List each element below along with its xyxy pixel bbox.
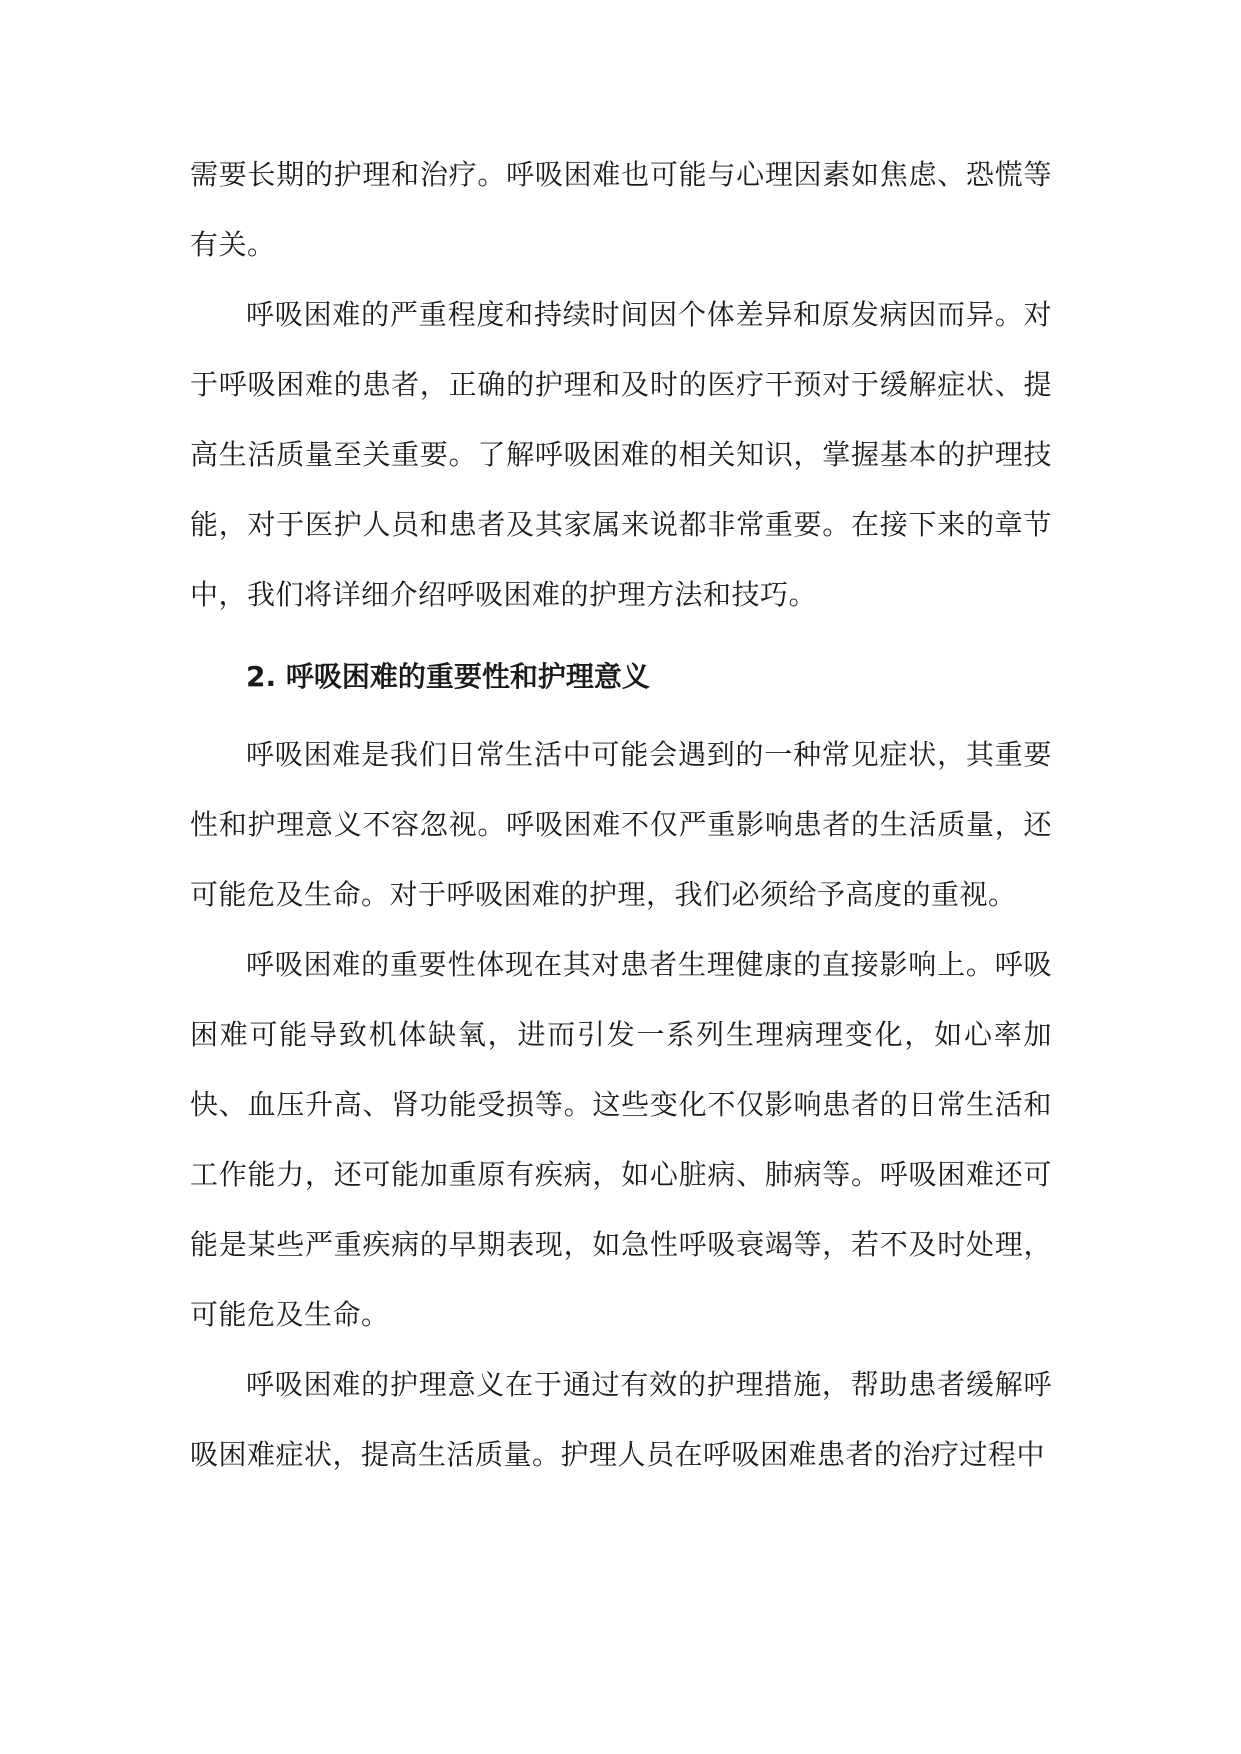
section-heading: 2. 呼吸困难的重要性和护理意义 bbox=[246, 660, 650, 693]
paragraph-physiological-impact: 呼吸困难的重要性体现在其对患者生理健康的直接影响上。呼吸困难可能导致机体缺氧，进而引发一系列生理病理变化，如心率加快、血压升高、肾功能受损等。这些变化不仅影响患者的日常生活和工作能力，还可能加重原有疾病，如心脏病、肺病等。呼吸困难还可能是某些严重疾病的早期表现，如急性呼吸衰竭等，若不及时处理，可能危及生命。 bbox=[190, 948, 1052, 1331]
document-page bbox=[190, 140, 1052, 1490]
paragraph-importance-intro: 呼吸困难是我们日常生活中可能会遇到的一种常见症状，其重要性和护理意义不容忽视。呼吸困难不仅严重影响患者的生活质量，还可能危及生命。对于呼吸困难的护理，我们必须给予高度的重视。 bbox=[190, 738, 1052, 911]
paragraph-nursing-significance: 呼吸困难的护理意义在于通过有效的护理措施，帮助患者缓解呼吸困难症状，提高生活质量。护理人员在呼吸困难患者的治疗过程中 bbox=[190, 1368, 1052, 1471]
paragraph-severity: 呼吸困难的严重程度和持续时间因个体差异和原发病因而异。对于呼吸困难的患者，正确的护理和及时的医疗干预对于缓解症状、提高生活质量至关重要。了解呼吸困难的相关知识，掌握基本的护理技能，对于医护人员和患者及其家属来说都非常重要。在接下来的章节中，我们将详细介绍呼吸困难的护理方法和技巧。 bbox=[190, 298, 1052, 611]
paragraph-continuation: 需要长期的护理和治疗。呼吸困难也可能与心理因素如焦虑、恐慌等有关。 bbox=[190, 158, 1052, 261]
